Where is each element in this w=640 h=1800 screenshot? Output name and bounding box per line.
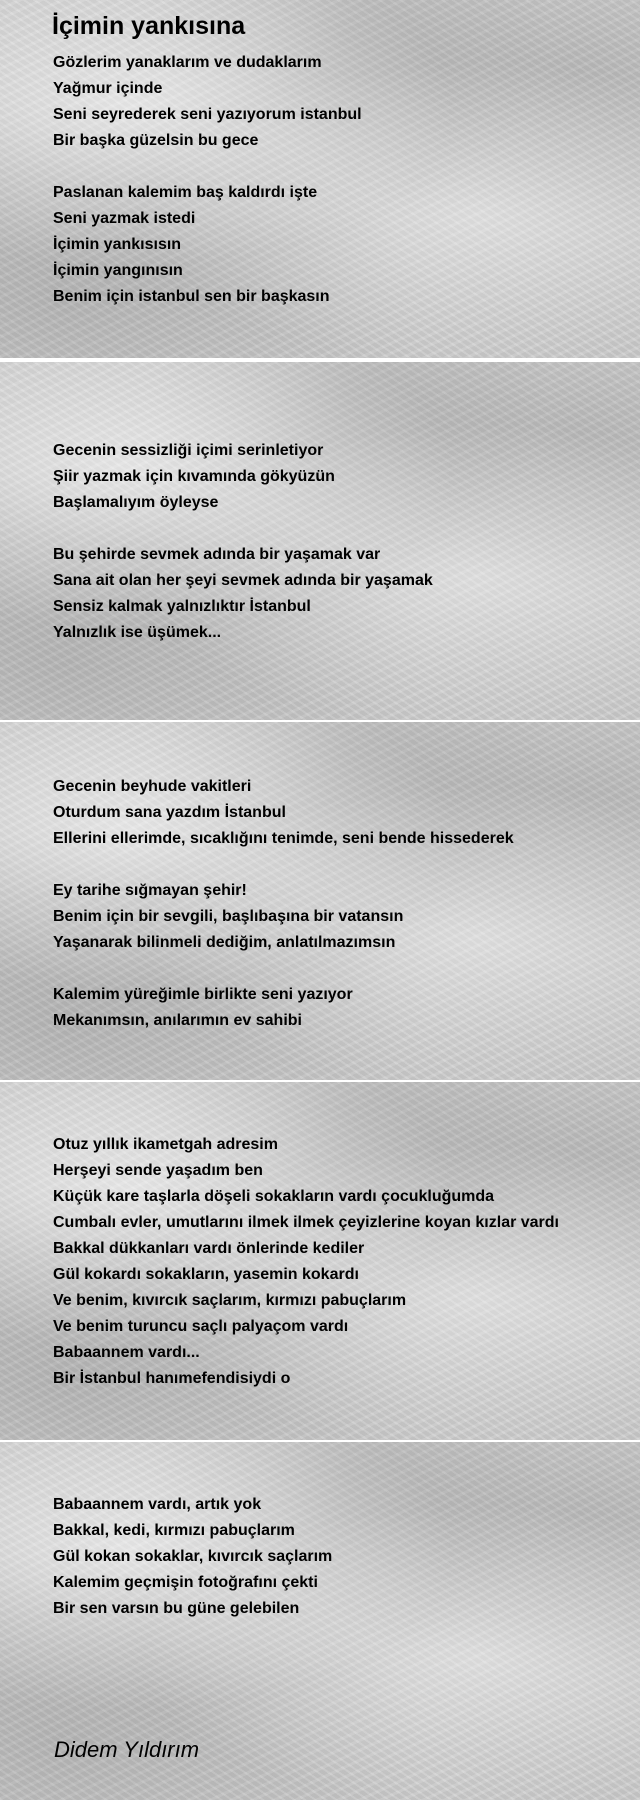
poem-line: Bakkal dükkanları vardı önlerinde kediler (53, 1240, 365, 1257)
poem-line: Seni yazmak istedi (53, 210, 196, 227)
poem-line: Paslanan kalemim baş kaldırdı işte (53, 184, 318, 201)
poem-panel-5 (0, 1442, 640, 1800)
poem-line: Yalnızlık ise üşümek... (53, 624, 222, 641)
poem-line: Bir sen varsın bu güne gelebilen (53, 1600, 300, 1617)
poem-line: Gül kokardı sokakların, yasemin kokardı (53, 1266, 359, 1283)
poem-panel-1 (0, 0, 640, 358)
poem-line: Gecenin sessizliği içimi serinletiyor (53, 442, 324, 459)
poem-line: Oturdum sana yazdım İstanbul (53, 804, 286, 821)
poem-line: İçimin yangınısın (53, 262, 183, 279)
poem-line: Cumbalı evler, umutlarını ilmek ilmek çeyizlerine koyan kızlar vardı (53, 1214, 559, 1231)
stanza (53, 180, 330, 310)
poem-line: Sensiz kalmak yalnızlıktır İstanbul (53, 598, 311, 615)
poem-line: Şiir yazmak için kıvamında gökyüzün (53, 468, 335, 485)
poem-line: Gecenin beyhude vakitleri (53, 778, 252, 795)
poem-line: Benim için istanbul sen bir başkasın (53, 288, 330, 305)
poem-line: Bir başka güzelsin bu gece (53, 132, 259, 149)
poem-panel-3 (0, 722, 640, 1080)
poem-line: Küçük kare taşlarla döşeli sokakların vardı çocukluğumda (53, 1188, 495, 1205)
poem-line: Ve benim, kıvırcık saçlarım, kırmızı pabuçlarım (53, 1292, 407, 1309)
stanza (53, 1596, 299, 1622)
poem-line: İçimin yankısısın (53, 236, 182, 253)
poem-line: Babaannem vardı... (53, 1344, 200, 1361)
poem-line: Ey tarihe sığmayan şehir! (53, 882, 247, 899)
poem-line: Yağmur içinde (53, 80, 163, 97)
stanza (53, 50, 362, 154)
stanza (53, 1132, 559, 1392)
stanza (53, 982, 353, 1034)
poem-line: Bu şehirde sevmek adında bir yaşamak var (53, 546, 381, 563)
poem-line: Mekanımsın, anılarımın ev sahibi (53, 1012, 302, 1029)
stanza (53, 542, 433, 646)
poem-line: Bakkal, kedi, kırmızı pabuçlarım (53, 1522, 295, 1539)
poem-line: Yaşanarak bilinmeli dediğim, anlatılmazımsın (53, 934, 396, 951)
stanza (53, 774, 514, 852)
poem-line: Babaannem vardı, artık yok (53, 1496, 262, 1513)
poem-line: Seni seyrederek seni yazıyorum istanbul (53, 106, 362, 123)
poem-line: Ve benim turuncu saçlı palyaçom vardı (53, 1318, 349, 1335)
poem-line: Gözlerim yanaklarım ve dudaklarım (53, 54, 322, 71)
poem-line: Sana ait olan her şeyi sevmek adında bir yaşamak (53, 572, 433, 589)
poem-line: Kalemim geçmişin fotoğrafını çekti (53, 1574, 318, 1591)
poem-line: Benim için bir sevgili, başlıbaşına bir vatansın (53, 908, 404, 925)
poem-author: Didem Yıldırım (54, 1737, 200, 1762)
stanza (53, 1492, 332, 1596)
poem-panel-2 (0, 362, 640, 720)
poem-line: Otuz yıllık ikametgah adresim (53, 1136, 278, 1153)
poem-line: Herşeyi sende yaşadım ben (53, 1162, 263, 1179)
poem-line: Bir İstanbul hanımefendisiydi o (53, 1370, 291, 1387)
poem-title: İçimin yankısına (52, 12, 246, 40)
poem-line: Başlamalıyım öyleyse (53, 494, 219, 511)
stanza (53, 438, 335, 516)
poem-line: Kalemim yüreğimle birlikte seni yazıyor (53, 986, 353, 1003)
stanza (53, 878, 403, 956)
poem-line: Gül kokan sokaklar, kıvırcık saçlarım (53, 1548, 333, 1565)
poem-line: Ellerini ellerimde, sıcaklığını tenimde, seni bende hissederek (53, 830, 514, 847)
poem-panel-4 (0, 1082, 640, 1440)
